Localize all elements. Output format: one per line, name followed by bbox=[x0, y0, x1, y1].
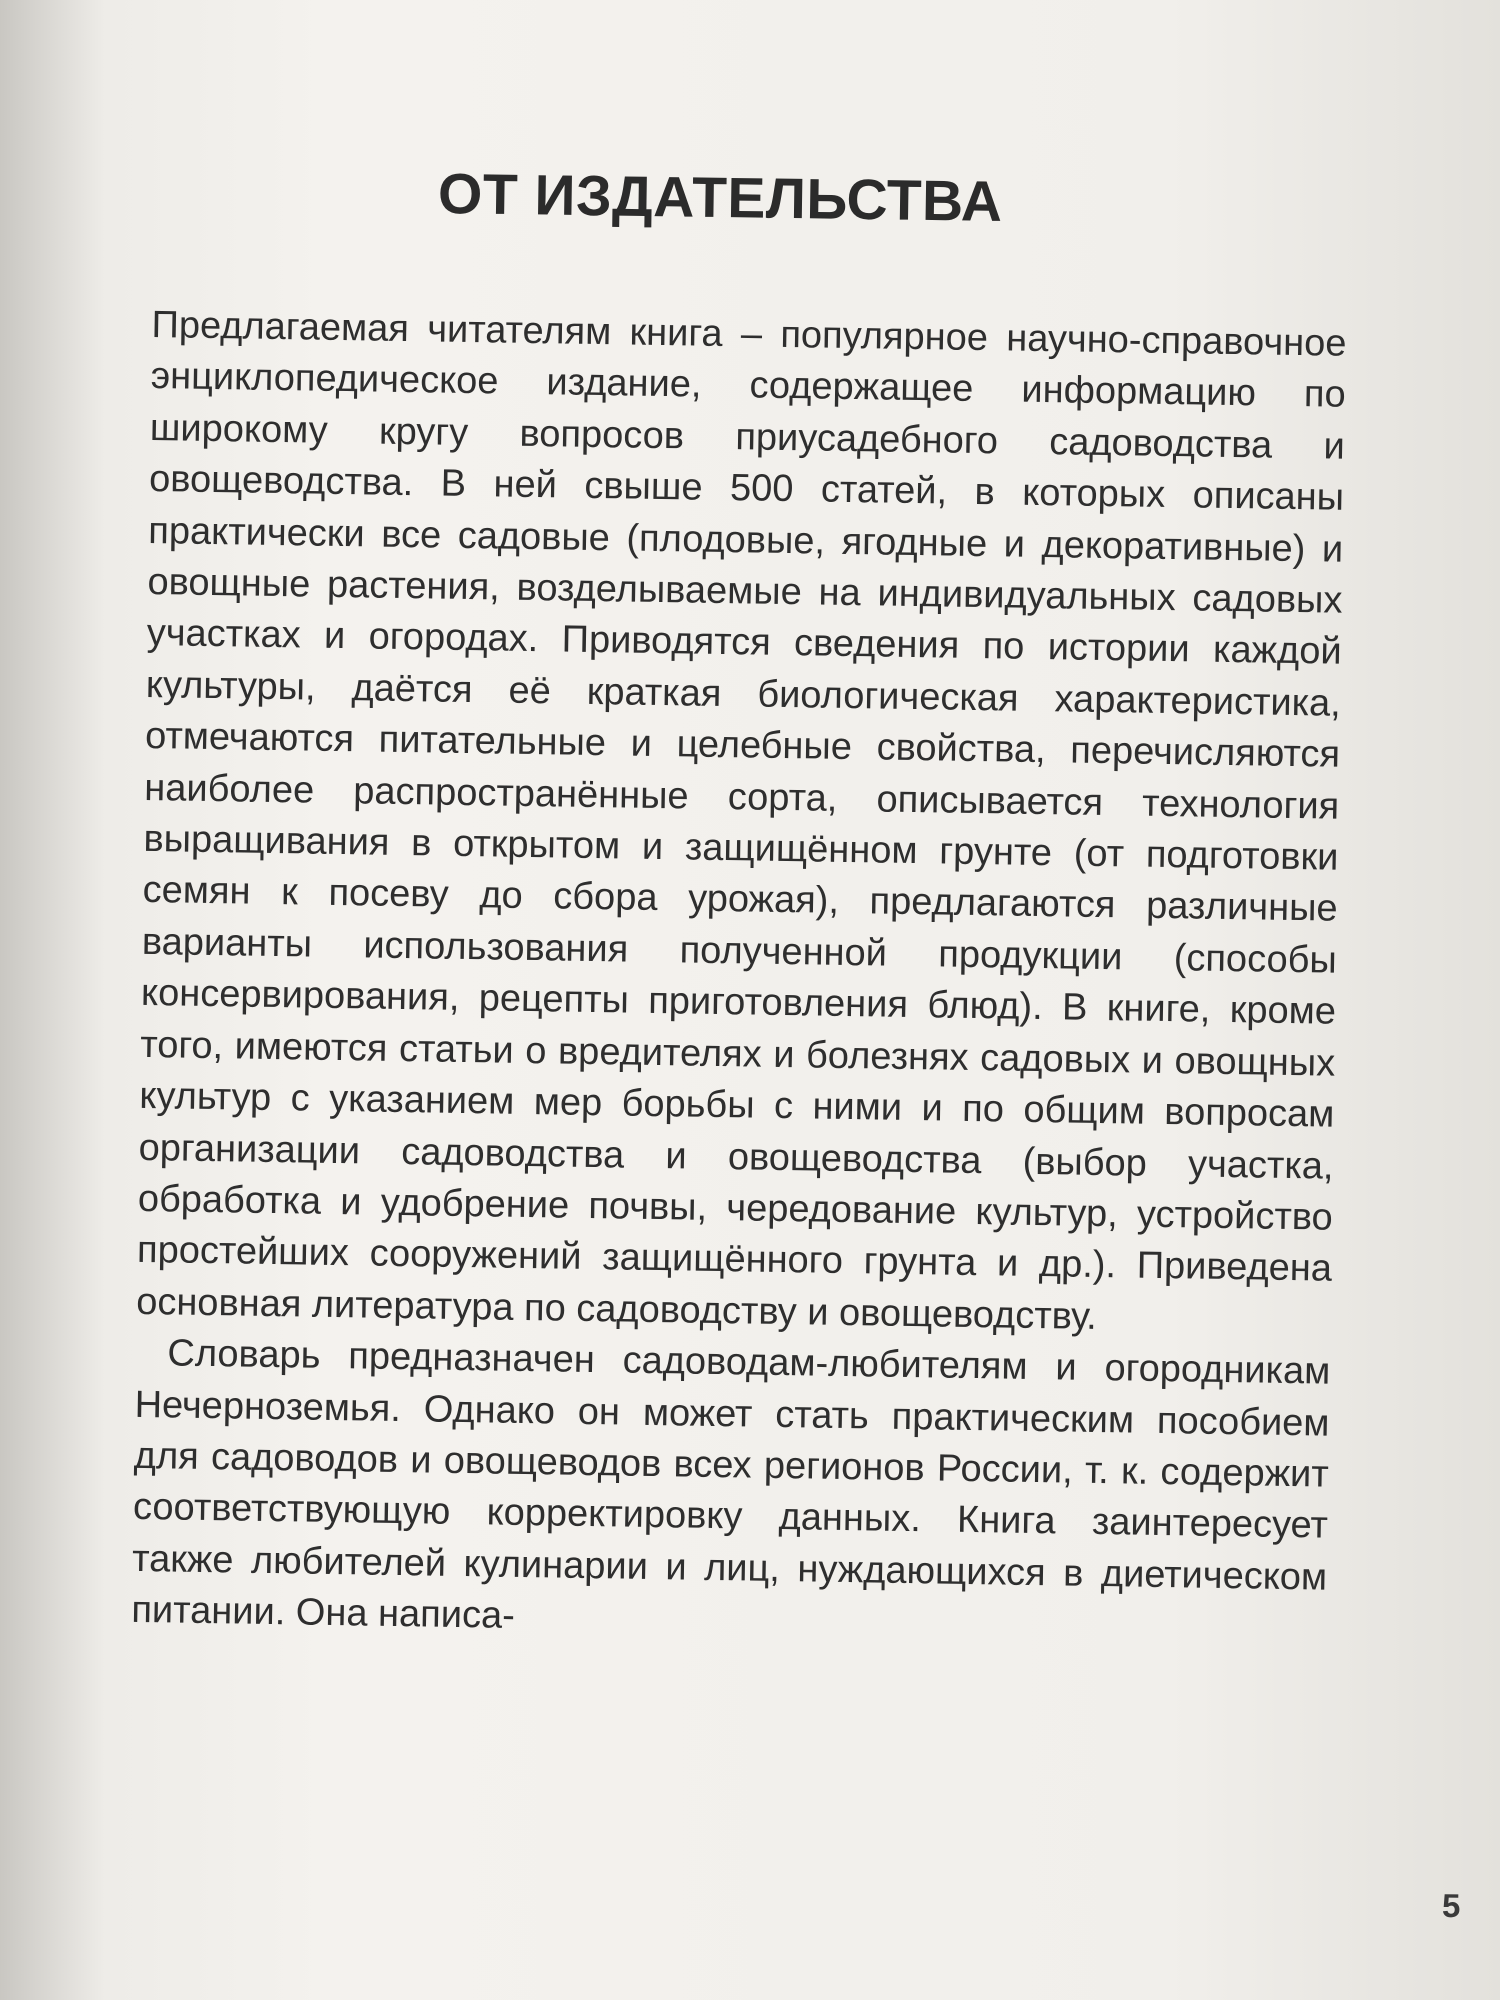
bleedthrough-line bbox=[1151, 199, 1500, 260]
publisher-note-body bbox=[131, 300, 1347, 1655]
bleedthrough-line bbox=[1148, 96, 1500, 157]
publisher-note-paragraph: Словарь предназначен садоводам-любителям и огородникам Нечерноземья. Однако он может стать практическим пособием для садоводов и овощеводов всех регионов России, т. к. содержит соответствующую корректировку данных. Книга заинтересует также любителей кулинарии и лиц, нуждающихся в диетическом питании. Она написа- bbox=[131, 1332, 1331, 1638]
publisher-note-paragraph: Предлагаемая читателям книга – популярное научно-справочное энциклопедическое издание, содержащее информацию по широкому кругу вопросов приусадебного садоводства и овощеводства. В ней свыше 500 статей, в которых описаны практически все садовые (плодовые, ягодные и декоративные) и овощные растения, возделываемые на индивидуальных садовых участках и огородах. Приводятся сведения по истории каждой культуры, даётся её краткая биологическая характеристика, отмечаются питательные и целебные свойства, перечисляются наиболее распространённые сорта, описывается технология выращивания в открытом и защищённом грунте (от подготовки семян к посеву до сбора урожая), предлагаются различные варианты использования полученной продукции (способы консервирования, рецепты приготовления блюд). В книге, кроме того, имеются статьи о вредителях и болезнях садовых и овощных культур с указанием мер борьбы с ними и по общим вопросам организации садоводства и овощеводства (выбор участка, обработка и удобрение почвы, чередование культур, устройство простейших сооружений защищённого грунта и др.). Приведена основная литература по садоводству и овощеводству. bbox=[135, 303, 1347, 1338]
reverse-page-bleedthrough bbox=[1147, 44, 1500, 313]
bleedthrough-line bbox=[1150, 148, 1500, 209]
page-number: 5 bbox=[1441, 1886, 1461, 1925]
bleedthrough-line bbox=[1147, 44, 1500, 105]
page-title: ОТ ИЗДАТЕЛЬСТВА bbox=[437, 162, 1003, 234]
bleedthrough-line bbox=[1152, 251, 1500, 312]
